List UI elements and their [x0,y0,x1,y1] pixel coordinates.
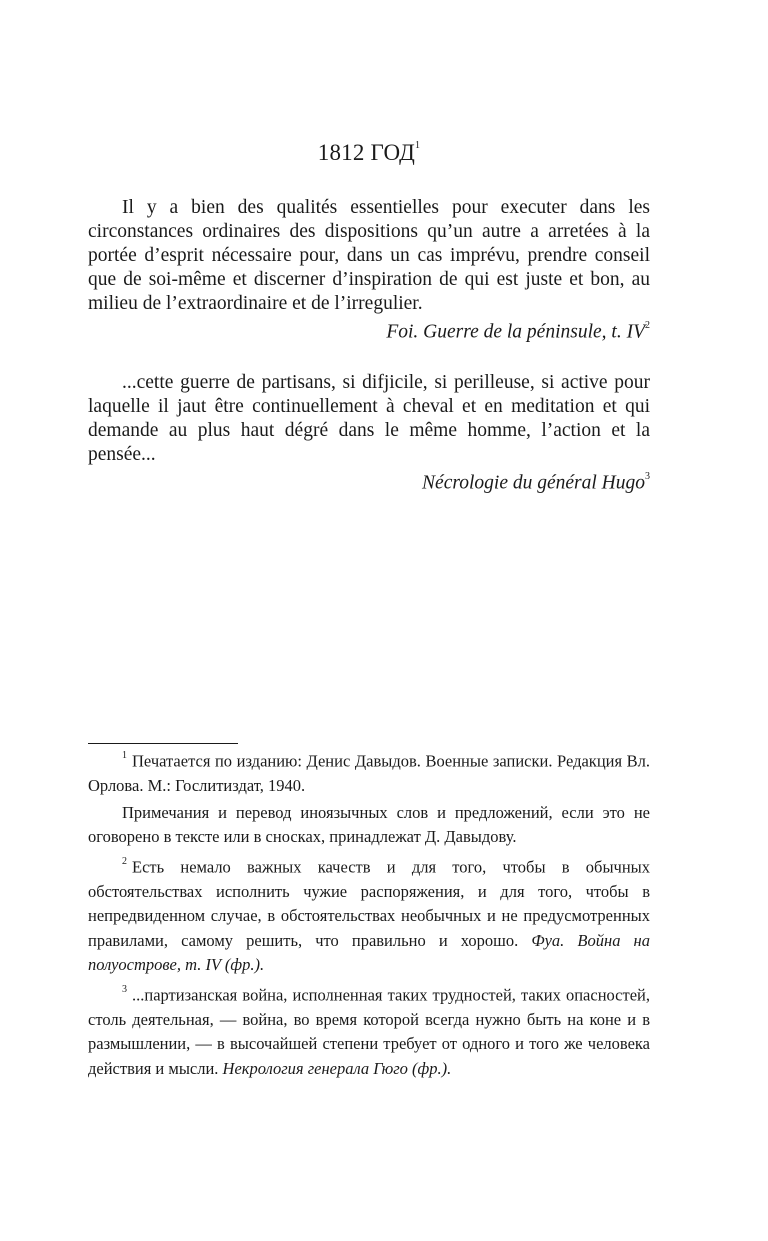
footnote-3-text: ...партизанская война, исполненная таких трудностей, таких опасностей, столь деятельная, — война, во время которой всегда нужно быть на коне и в размышлении, — в высочайшей степени требует от одного и того же человека действия и мысли. [88,985,650,1078]
footnote-divider [88,743,238,744]
epigraph-1-text: Il y a bien des qualités essentielles pour executer dans les circonstances ordinaires des dispositions qu’un autre a arretées à la portée d’esprit nécessaire pour, dans un cas imprévu, prendre conseil que de soi-même et discerner d’inspiration de qui est juste et bon, au milieu de l’extraordinaire et de l’irregulier. [88,197,650,314]
epigraph-1-footnote-mark[interactable]: 2 [645,320,650,331]
footnote-3 [88,980,650,1082]
footnote-1 [88,746,650,799]
epigraph-2-footnote-mark[interactable]: 3 [645,471,650,482]
footnote-1-mark: 1 [122,750,127,761]
epigraph-1-source [88,316,650,345]
epigraph-2-source [88,467,650,496]
epigraph-1 [88,196,650,345]
footnote-1-continuation-text: Примечания и перевод иноязычных слов и предложений, если это не оговорено в тексте или в сносках, принадлежат Д. Давыдову. [88,802,650,846]
footnote-3-mark: 3 [122,983,127,995]
footnote-2 [88,852,650,978]
footnote-3-citation: Некрология генерала Гюго (фр.). [222,1058,452,1078]
epigraph-2-source-text: Nécrologie du général Hugo [422,472,645,494]
epigraph-2-text: ...cette guerre de partisans, si difjicile, si perilleuse, si active pour laquelle il jaut être continuellement à cheval et en meditation et qui demande au plus haut dégré dans le même homme, l’action et la pensée... [88,372,650,465]
epigraph-2 [88,371,650,496]
footnote-1-continuation [88,801,650,850]
footnote-2-text: Есть немало важных качеств и для того, чтобы в обычных обстоятельствах исполнить чужие распоряжения, и для того, чтобы в непредвиденном случае, в обстоятельствах необычных и не предусмотренных правилами, самому решить, что правильно и хорошо. [88,857,650,950]
chapter-title-footnote-mark[interactable]: 1 [415,140,421,152]
footnotes [88,746,650,1083]
footnote-1-text: Печатается по изданию: Денис Давыдов. Военные записки. Редакция Вл. Орлова. М.: Гослитиздат, 1940. [88,751,650,795]
footnote-2-citation: Фуа. Война на полуострове, т. IV (фр.). [88,930,650,974]
footnote-2-mark: 2 [122,855,127,867]
book-page [88,0,650,1241]
chapter-title [88,140,650,166]
epigraph-1-source-text: Foi. Guerre de la péninsule, t. IV [386,321,645,343]
chapter-title-text: 1812 ГОД [317,140,416,165]
